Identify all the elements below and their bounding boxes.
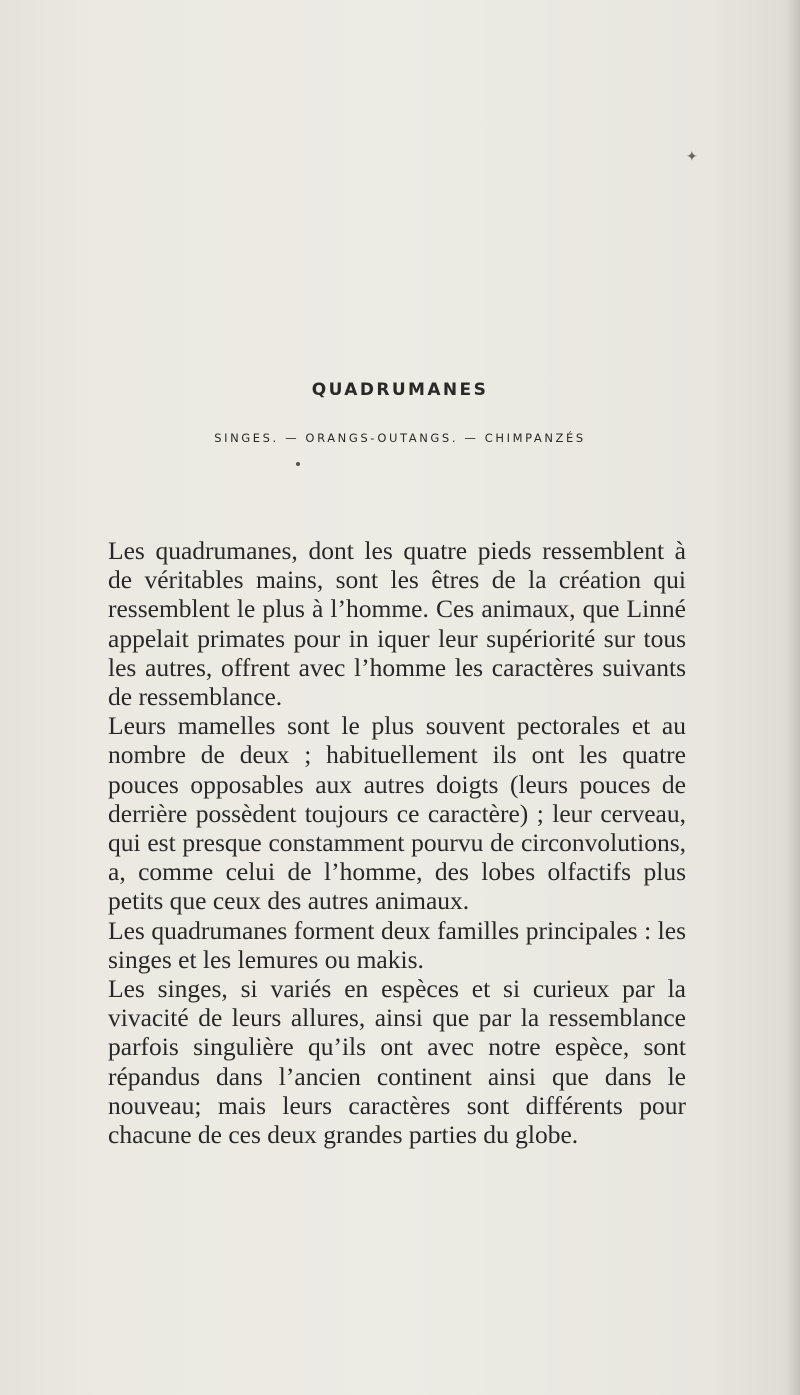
ink-speck: ✦ [686,149,698,165]
paragraph-families: Les quadrumanes forment deux familles principales : les singes et les lemures ou makis. [108,915,686,974]
paragraph-intro: Les quadrumanes, dont les quatre pieds ressemblent à de véritables mains, sont les êtres de la création qui ressemblent le plus à l’homme. Ces animaux, que Linné appelait primates pour in iquer leur supériorité sur tous les autres, offrent avec l’homme les caractères suivants de ressemblance. [108,536,686,712]
chapter-subtitle: SINGES. — ORANGS-OUTANGS. — CHIMPANZÉS [214,431,586,445]
paragraph-singes: Les singes, si variés en espèces et si curieux par la vivacité de leurs allures, ainsi que par la ressemblance parfois singulière qu’ils ont avec notre espèce, sont répandus dans l’ancien continent ainsi que dans le nouveau; mais leurs caractères sont différents pour chacune de ces deux grandes parties du globe. [108,974,686,1150]
ornament-dot [296,462,300,466]
paragraph-characteristics: Leurs mamelles sont le plus souvent pectorales et au nombre de deux ; habituellement ils ont les quatre pouces opposables aux autres doigts (leurs pouces de derrière possèdent toujours ce caractère) ; leur cerveau, qui est presque constamment pourvu de circonvolutions, a, comme celui de l’homme, des lobes olfactifs plus petits que ceux des autres animaux. [108,711,686,916]
chapter-title: QUADRUMANES [311,380,489,400]
body-text [108,536,686,1149]
page-edge-shadow [786,0,800,1395]
